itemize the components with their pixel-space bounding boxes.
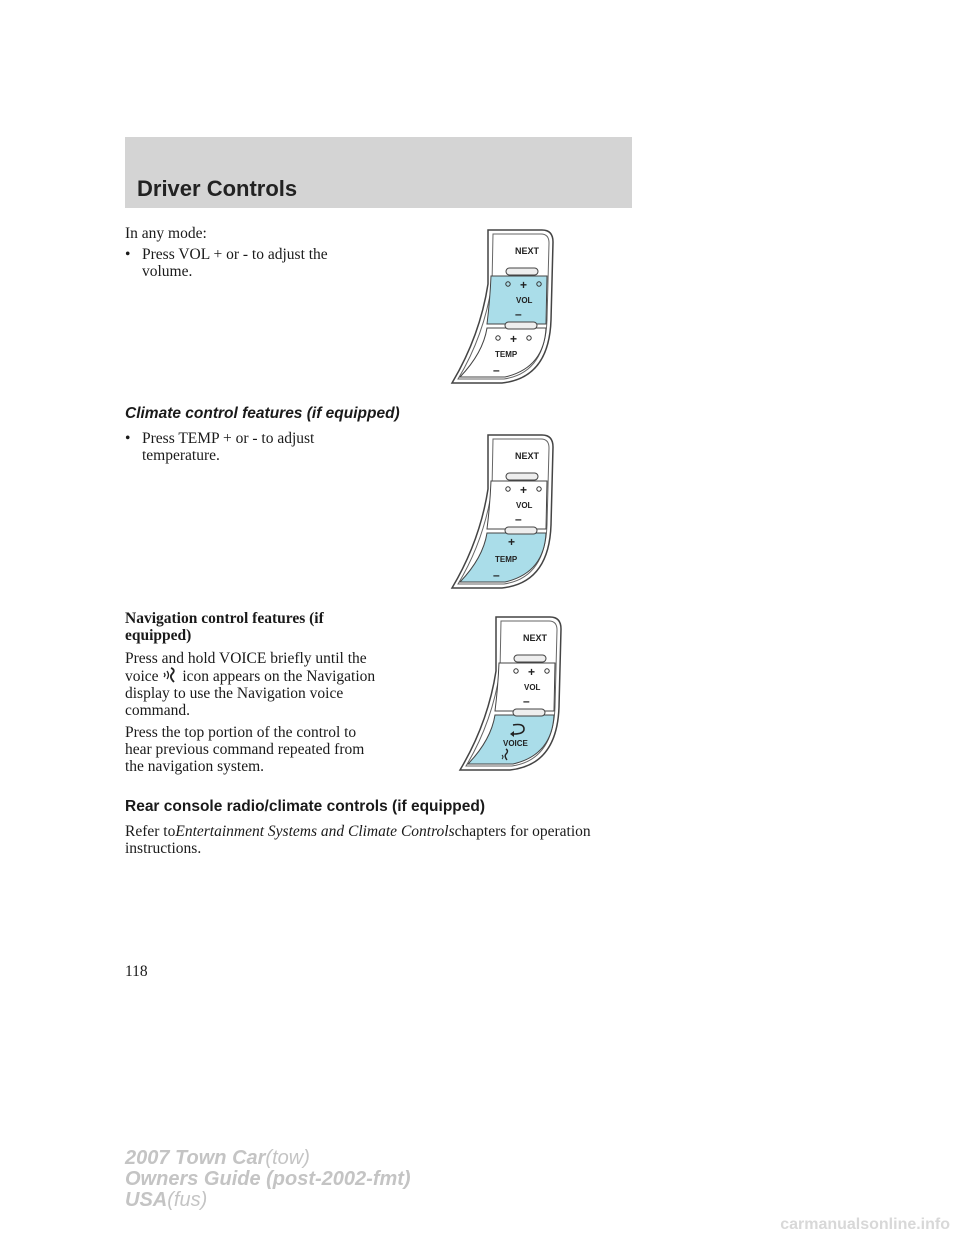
footer-line-1 — [125, 1148, 411, 1169]
diagram-temp-label: TEMP — [495, 555, 518, 564]
diagram-minus-label: – — [493, 568, 500, 582]
diagram-next-label: NEXT — [515, 246, 540, 256]
diagram-vol-label: VOL — [524, 683, 541, 692]
rear-refer-chapters: Entertainment Systems and Climate Controls — [175, 823, 455, 840]
navigation-para2: Press the top portion of the control to hear previous command repeated from the navigation system. — [125, 724, 365, 775]
footer-market: USA — [125, 1189, 168, 1211]
diagram-vol-label: VOL — [516, 501, 533, 510]
diagram-minus-label: – — [523, 694, 530, 708]
footer-line-3 — [125, 1190, 411, 1211]
climate-bullet — [125, 430, 365, 464]
footer-model: 2007 Town Car — [125, 1147, 266, 1169]
diagram-plus-label: + — [508, 535, 516, 549]
section-title: Driver Controls — [137, 176, 298, 201]
navigation-para1-after: icon appears on the Navigation display to use the Navigation voice command. — [125, 668, 376, 719]
diagram-minus-label: – — [515, 307, 522, 321]
footer-line-2: Owners Guide (post-2002-fmt) — [125, 1168, 411, 1190]
diagram-plus-label: + — [510, 332, 518, 346]
rear-heading: Rear console radio/climate controls (if equipped) — [125, 798, 486, 815]
voice-control-diagram — [458, 615, 568, 778]
diagram-plus-label: + — [520, 483, 528, 497]
diagram-plus-label: + — [528, 665, 536, 679]
navigation-para1-before: Press and hold VOICE briefly until the voice — [125, 650, 367, 685]
navigation-para1 — [125, 650, 380, 719]
rear-refer-suffix: chapters for operation instructions. — [125, 823, 591, 857]
footer — [125, 1148, 411, 1211]
diagram-next-label: NEXT — [523, 633, 548, 643]
volume-bullet-text: Press VOL + or - to adjust the volume. — [142, 246, 328, 280]
voice-icon — [162, 667, 178, 683]
page-number: 118 — [125, 963, 148, 980]
climate-bullet-text: Press TEMP + or - to adjust temperature. — [142, 430, 315, 464]
footer-market-code: (fus) — [167, 1189, 208, 1211]
diagram-voice-label: VOICE — [503, 739, 528, 748]
footer-model-code: (tow) — [265, 1147, 310, 1169]
diagram-temp-label: TEMP — [495, 350, 518, 359]
intro-lead: In any mode: — [125, 225, 207, 242]
rear-paragraph — [125, 823, 625, 857]
bullet-dot: • — [125, 246, 131, 263]
diagram-vol-label: VOL — [516, 296, 533, 305]
bullet-dot: • — [125, 430, 131, 447]
vol-control-diagram — [450, 228, 560, 391]
watermark: carmanualsonline.info — [780, 1216, 950, 1233]
diagram-minus-label: – — [515, 512, 522, 526]
temp-control-diagram — [450, 433, 560, 596]
diagram-plus-label: + — [520, 278, 528, 292]
diagram-next-label: NEXT — [515, 451, 540, 461]
navigation-heading: Navigation control features (if equipped) — [125, 610, 324, 644]
climate-heading: Climate control features (if equipped) — [125, 405, 400, 422]
volume-bullet — [125, 246, 365, 280]
diagram-minus-label: – — [493, 363, 500, 377]
rear-refer-prefix: Refer to — [125, 823, 176, 840]
